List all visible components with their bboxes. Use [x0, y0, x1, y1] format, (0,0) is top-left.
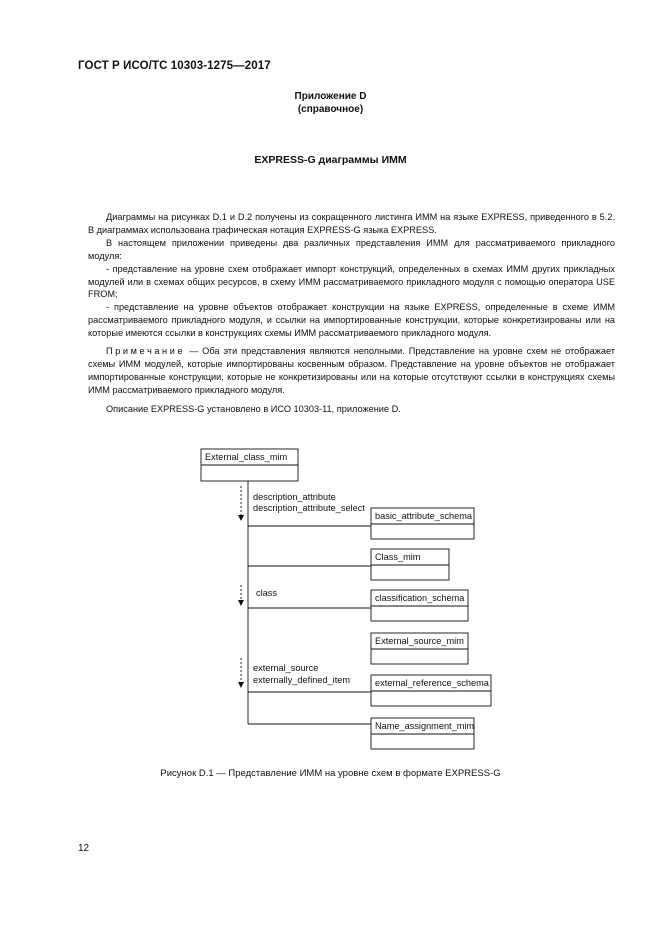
figure-caption: Рисунок D.1 — Представление ИММ на уровне схем в формате EXPRESS-G: [160, 768, 501, 779]
schema-label-5: external_reference_schema: [375, 678, 489, 688]
schema-label-6: Name_assignment_mim: [375, 721, 475, 731]
relation-label-3a: external_source: [253, 663, 319, 673]
page-number: 12: [78, 843, 90, 854]
relation-label-2: class: [256, 588, 277, 598]
section-title: EXPRESS-G диаграммы ИММ: [254, 154, 407, 166]
appendix-subtitle: (справочное): [297, 104, 364, 115]
paragraph-5: Описание EXPRESS-G установлено в ИСО 10303-11, приложение D.: [106, 403, 401, 414]
note-text: — Оба эти представления являются неполными. Представление на уровне схем не отображает схемы ИММ модулей, которые импортированы косвенным образом. Представление на уровне объектов не отображает импортированные конструкции, которые не конкретизированы или на которые отсутствуют ссылки в конструкциях схемы ИММ рассматриваемого прикладного модуля.: [88, 346, 615, 395]
note-label: Примечание: [106, 346, 186, 357]
schema-label-3: classification_schema: [375, 593, 465, 603]
schema-label-1: basic_attribute_schema: [375, 511, 473, 521]
schema-label-2: Class_mim: [375, 552, 421, 562]
paragraph-3: - представление на уровне схем отображает импорт конструкций, определенных в схемах ИММ других прикладных модулей или в схемах общих ресурсов, в схему ИММ рассматриваемого прикладного модуля с помощью оператора USE FROM;: [88, 263, 615, 300]
relation-label-1a: description_attribute: [253, 492, 336, 502]
schema-label-main: External_class_mim: [205, 452, 288, 462]
relation-label-1b: description_attribute_select: [253, 503, 365, 513]
appendix-title: Приложение D: [294, 91, 367, 102]
document-header: ГОСТ Р ИСО/ТС 10303-1275—2017: [78, 60, 271, 72]
paragraph-4: - представление на уровне объектов отображает конструкции на языке EXPRESS, определенные в схеме ИММ рассматриваемого прикладного модуля, и ссылки на импортированные конструкции, которые конкретизированы или на которые имеются ссылки в конструкциях схемы ИММ рассматриваемого прикладного модуля.: [88, 302, 615, 339]
relation-label-3b: externally_defined_item: [253, 675, 351, 685]
paragraph-1: Диаграммы на рисунках D.1 и D.2 получены из сокращенного листинга ИММ на языке EXPRESS, приведенного в 5.2. В диаграммах использована графическая нотация EXPRESS-G языка EXPRESS.: [88, 212, 615, 235]
paragraph-2: В настоящем приложении приведены два различных представления ИММ для рассматриваемого прикладного модуля:: [88, 237, 615, 261]
schema-label-4: External_source_mim: [375, 636, 464, 646]
